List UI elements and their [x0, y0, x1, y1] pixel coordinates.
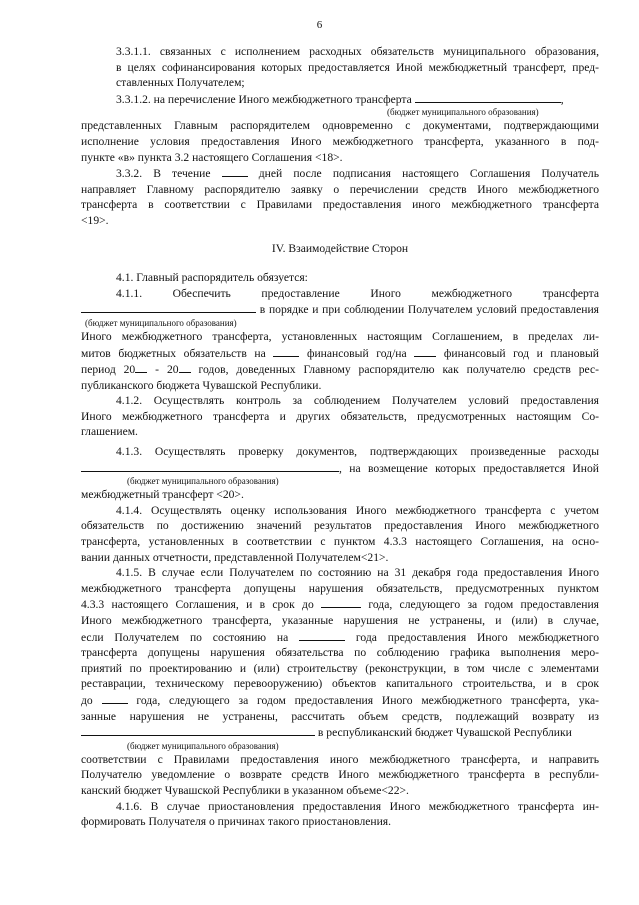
blank-budget-name [415, 91, 561, 103]
blank-budget-name [81, 301, 256, 313]
paragraph-3-3-1-1: 3.3.1.1. связанных с исполнением расходных обязательств муниципального образования, в целях софинансирования которых предоставляется Иной межбюджетный трансферт, пред- ставленных Получателем; [116, 45, 599, 90]
caption-budget: (бюджет муниципального образования) [127, 740, 279, 751]
blank-date [102, 692, 128, 704]
blank-days [222, 165, 248, 177]
section-heading: IV. Взаимодействие Сторон [271, 241, 409, 255]
paragraph-4-1-1: 4.1.1. Обеспечить предоставление Иного межбюджетного трансферта в порядке и при соблюдении Получателем условий предоставления (бюджет муниципального образования) Иного межбюджетного трансферта, установленных настоящим Соглашением, в пределах ли- митов бюджетных обязательств на финансовый год/на финансовый год и плановый период 20 - 20 годов, доведенных Главному распорядителю как получателю средств рес- публиканского бюджета Чувашской Республики. [81, 286, 599, 392]
blank-year [179, 361, 191, 373]
page-number: 6 [316, 19, 323, 31]
blank-date [321, 596, 361, 608]
blank-date [299, 629, 345, 641]
blank-year [273, 345, 299, 357]
paragraph-4-1-2: 4.1.2. Осуществлять контроль за соблюдением Получателем условий предоставления Иного межбюджетного трансферта и других обязательств, предусмотренных настоящим Со- глашением. [81, 394, 599, 439]
paragraph-4-1-6: 4.1.6. В случае приостановления предоставления Иного межбюджетного трансферта ин- формировать Получателя о причинах такого приостановления. [81, 799, 599, 829]
blank-budget-name [81, 460, 339, 472]
paragraph-3-3-1-2: 3.3.1.2. на перечисление Иного межбюджетного трансферта , (бюджет муниципального образования) представленных Главным распорядителем одновременно с документами, подтверждающими исполнение условия предоставления Иного межбюджетного трансферта, указанного в под- пункте «в» пункта 3.2 настоящего Соглашения <18>. [81, 92, 599, 164]
document-body [81, 44, 599, 830]
paragraph-4-1: 4.1. Главный распорядитель обязуется: [116, 271, 308, 285]
paragraph-4-1-5: 4.1.5. В случае если Получателем по состоянию на 31 декабря года предоставления Иного межбюджетного трансферта допущены нарушения обязательств, предусмотренных пунктом 4.3.3 настоящего Соглашения, и в срок до года, следующего за годом предоставления Иного межбюджетного трансферта, указанные нарушения не устранены, и (или) в случае, если Получателем по состоянию на года предоставления Иного межбюджетного трансферта допущены нарушения обязательства по соблюдению графика выполнения меро- приятий по проектированию и (или) строительству (реконструкции, в том числе с элементами реставрации, техническому перевооружению) объектов капитального строительства, и в срок до года, следующего за годом предоставления Иного межбюджетного трансферта, ука- занные нарушения не устранены, рассчитать объем средств, подлежащий возврату из в республиканский бюджет Чувашской Республики (бюджет муниципального образования) соответствии с Правилами предоставления иного межбюджетного трансферта, и направить Получателю уведомление о возврате средств Иного межбюджетного трансферта в республи- канский бюджет Чувашской Республики в указанном объеме<22>. [81, 566, 600, 797]
paragraph-4-1-4: 4.1.4. Осуществлять оценку использования Иного межбюджетного трансферта с учетом обязательств по достижению значений результатов предоставления Иного межбюджетного трансферта, установленных в соответствии с пунктом 4.3.3 настоящего Соглашения, на осно- вании данных отчетности, представленной Получателем<21>. [81, 503, 599, 564]
blank-year [135, 361, 147, 373]
paragraph-4-1-3: 4.1.3. Осуществлять проверку документов, подтверждающих произведенные расходы , на возмещение которых предоставляется Иной (бюджет муниципального образования) межбюджетный трансферт <20>. [81, 445, 599, 502]
caption-budget: (бюджет муниципального образования) [127, 476, 279, 487]
caption-budget: (бюджет муниципального образования) [387, 107, 539, 118]
paragraph-3-3-2: 3.3.2. В течение дней после подписания настоящего Соглашения Получатель направляет Главному распорядителю заявку о перечислении средств Иного межбюджетного трансферта в соответствии с Правилами предоставления иного межбюджетного трансферта <19>. [81, 167, 599, 227]
caption-budget: (бюджет муниципального образования) [85, 317, 237, 328]
blank-budget-name [81, 724, 315, 736]
blank-year [414, 345, 436, 357]
